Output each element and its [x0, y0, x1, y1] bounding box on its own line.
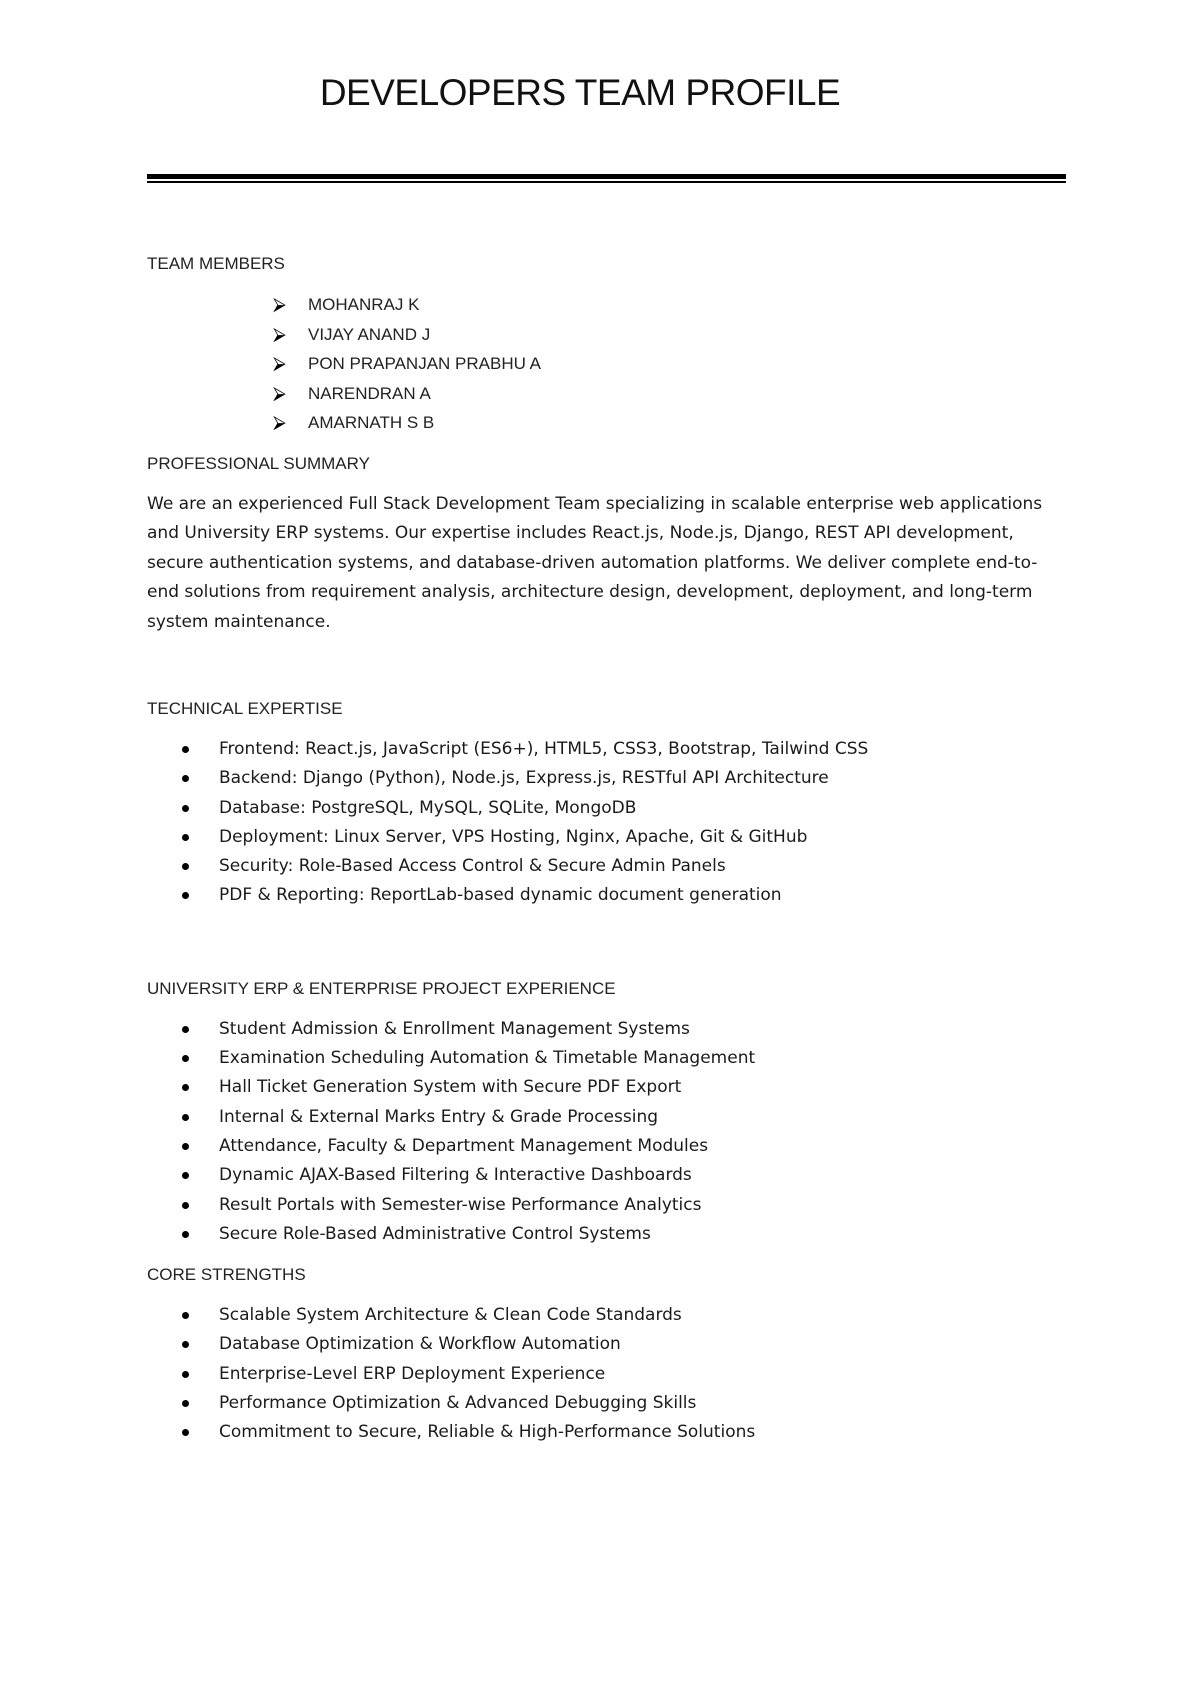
bullet-icon: [182, 1400, 189, 1407]
list-item-text: Performance Optimization & Advanced Debugging Skills: [219, 1393, 697, 1414]
team-members-list: [147, 290, 1067, 438]
list-item-text: Deployment: Linux Server, VPS Hosting, Nginx, Apache, Git & GitHub: [219, 826, 808, 847]
list-item-text: Database: PostgreSQL, MySQL, SQLite, MongoDB: [219, 797, 637, 818]
bullet-icon: [182, 746, 189, 753]
project-experience-list: [147, 1015, 1067, 1249]
document-body: [147, 252, 1067, 1448]
technical-expertise-section: [147, 697, 1067, 911]
list-item: [182, 1073, 1067, 1102]
list-item-text: Examination Scheduling Automation & Timetable Management: [219, 1048, 756, 1069]
list-item: [182, 823, 1067, 852]
list-item-text: Backend: Django (Python), Node.js, Express.js, RESTful API Architecture: [219, 768, 829, 789]
bullet-icon: [182, 1312, 189, 1319]
bullet-icon: [182, 1026, 189, 1033]
member-name: AMARNATH S B: [308, 413, 435, 432]
list-item: [182, 1015, 1067, 1044]
list-item: [182, 1103, 1067, 1132]
professional-summary-heading: PROFESSIONAL SUMMARY: [147, 453, 370, 473]
list-item: [273, 349, 1067, 379]
bullet-icon: [182, 1055, 189, 1062]
list-item: [182, 1389, 1067, 1418]
arrow-bullet-icon: ⮚: [273, 353, 286, 373]
arrow-bullet-icon: ⮚: [273, 382, 286, 403]
technical-expertise-heading: TECHNICAL EXPERTISE: [147, 699, 343, 718]
title-divider-thin: [147, 181, 1066, 183]
member-name: MOHANRAJ K: [308, 295, 420, 314]
list-item-text: Secure Role-Based Administrative Control Systems: [219, 1223, 651, 1244]
list-item-text: Scalable System Architecture & Clean Code Standards: [219, 1305, 682, 1326]
core-strengths-heading: CORE STRENGTHS: [147, 1265, 306, 1285]
list-item-text: Student Admission & Enrollment Management Systems: [219, 1018, 690, 1039]
arrow-bullet-icon: ⮚: [273, 323, 286, 344]
bullet-icon: [182, 805, 189, 812]
list-item-text: Enterprise-Level ERP Deployment Experience: [219, 1363, 606, 1384]
arrow-bullet-icon: ⮚: [273, 294, 286, 314]
professional-summary-text: We are an experienced Full Stack Development Team specializing in scalable enterprise web applications and University ERP systems. Our expertise includes React.js, Node.js, Django, REST API development, secure authentication systems, and database-driven automation platforms. We deliver complete end-to-end solutions from requirement analysis, architecture design, development, deployment, and long-term system maintenance.: [147, 493, 1043, 632]
bullet-icon: [182, 1231, 189, 1238]
list-item-text: PDF & Reporting: ReportLab-based dynamic document generation: [219, 885, 782, 906]
bullet-icon: [182, 1143, 189, 1150]
bullet-icon: [182, 1371, 189, 1378]
list-item: [182, 1220, 1067, 1249]
list-item: [182, 881, 1067, 910]
list-item-text: Commitment to Secure, Reliable & High-Performance Solutions: [219, 1422, 756, 1443]
list-item-text: Internal & External Marks Entry & Grade Processing: [219, 1106, 659, 1127]
list-item: [182, 1360, 1067, 1389]
bullet-icon: [182, 1084, 189, 1091]
list-item-text: Attendance, Faculty & Department Management Modules: [219, 1135, 709, 1156]
title-divider-thick: [147, 174, 1066, 179]
bullet-icon: [182, 1114, 189, 1121]
project-experience-heading: UNIVERSITY ERP & ENTERPRISE PROJECT EXPERIENCE: [147, 978, 616, 998]
bullet-icon: [182, 863, 189, 870]
list-item: [182, 794, 1067, 823]
list-item: [182, 1330, 1067, 1359]
core-strengths-list: [147, 1301, 1067, 1447]
bullet-icon: [182, 1172, 189, 1179]
list-item: [182, 1161, 1067, 1190]
list-item-text: Hall Ticket Generation System with Secure PDF Export: [219, 1077, 682, 1098]
list-item-text: Database Optimization & Workflow Automation: [219, 1334, 621, 1355]
bullet-icon: [182, 775, 189, 782]
list-item: [182, 1191, 1067, 1220]
member-name: NARENDRAN A: [308, 383, 431, 403]
list-item: [182, 1301, 1067, 1330]
technical-expertise-list: [147, 735, 1067, 911]
list-item-text: Frontend: React.js, JavaScript (ES6+), HTML5, CSS3, Bootstrap, Tailwind CSS: [219, 739, 869, 759]
team-members-section: [147, 252, 1067, 438]
list-item: [182, 735, 1067, 764]
team-members-heading: TEAM MEMBERS: [147, 254, 285, 273]
list-item: [182, 1132, 1067, 1161]
bullet-icon: [182, 892, 189, 899]
list-item-text: Security: Role-Based Access Control & Secure Admin Panels: [219, 856, 726, 877]
bullet-icon: [182, 1202, 189, 1209]
list-item: [273, 408, 1067, 438]
list-item: [273, 290, 1067, 320]
member-name: PON PRAPANJAN PRABHU A: [308, 354, 542, 373]
bullet-icon: [182, 1341, 189, 1348]
list-item: [182, 1044, 1067, 1073]
document-title: DEVELOPERS TEAM PROFILE: [319, 72, 841, 113]
list-item-text: Result Portals with Semester-wise Performance Analytics: [219, 1194, 702, 1215]
core-strengths-section: [147, 1263, 1067, 1447]
list-item: [182, 852, 1067, 881]
arrow-bullet-icon: ⮚: [273, 412, 286, 432]
member-name: VIJAY ANAND J: [308, 324, 431, 344]
list-item: [182, 764, 1067, 793]
list-item-text: Dynamic AJAX-Based Filtering & Interactive Dashboards: [219, 1165, 692, 1186]
professional-summary-section: [147, 452, 1067, 638]
bullet-icon: [182, 1429, 189, 1436]
bullet-icon: [182, 834, 189, 841]
list-item: [273, 379, 1067, 409]
list-item: [273, 320, 1067, 350]
project-experience-section: [147, 977, 1067, 1249]
list-item: [182, 1418, 1067, 1447]
